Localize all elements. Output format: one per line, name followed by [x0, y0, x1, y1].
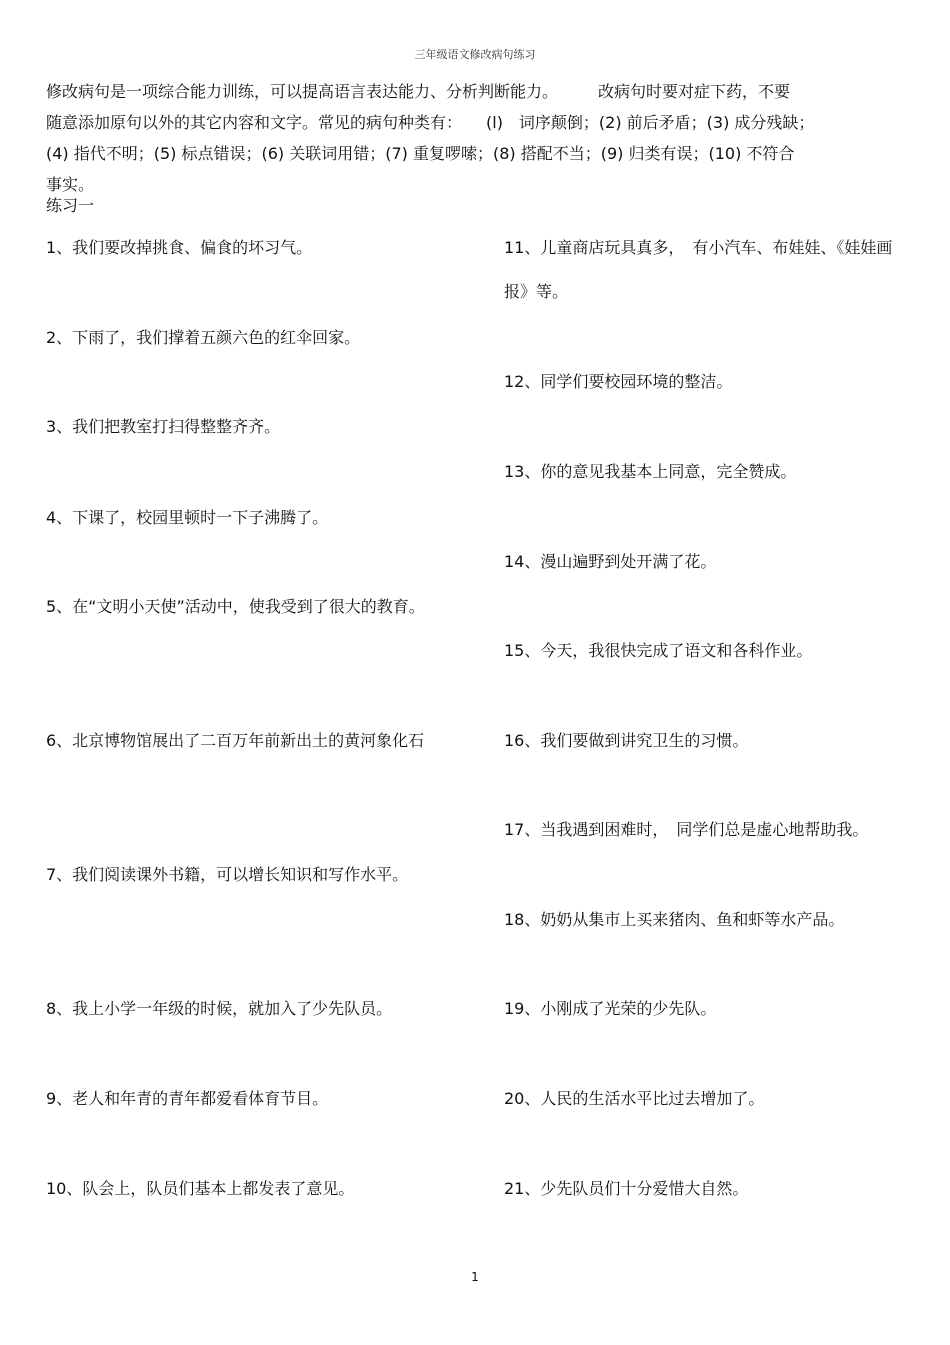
- section-title: 练习一: [46, 196, 95, 215]
- intro-line: 修改病句是一项综合能力训练，可以提高语言表达能力、分析判断能力。 改病句时要对症下药，不要: [46, 82, 791, 101]
- intro-line: (4) 指代不明；(5) 标点错误；(6) 关联词用错；(7) 重复啰嗦；(8) 搭配不当；(9) 归类有误；(10) 不符合: [46, 144, 795, 163]
- intro-paragraph: [46, 76, 906, 200]
- intro-line: 事实。: [46, 175, 95, 194]
- question-item: 5、在“文明小天使”活动中，使我受到了很大的教育。: [46, 597, 425, 616]
- question-item: 2、下雨了，我们撑着五颜六色的红伞回家。: [46, 328, 361, 347]
- question-item: 11、儿童商店玩具真多， 有小汽车、布娃娃、《娃娃画报》等。: [504, 238, 893, 301]
- question-item: 1、我们要改掉挑食、偏食的坏习气。: [46, 238, 313, 257]
- question-item: 16、我们要做到讲究卫生的习惯。: [504, 731, 749, 750]
- page-number: 1: [471, 1270, 479, 1284]
- question-item: 13、你的意见我基本上同意，完全赞成。: [504, 462, 797, 481]
- question-item: 12、同学们要校园环境的整洁。: [504, 372, 733, 391]
- question-item: 15、今天，我很快完成了语文和各科作业。: [504, 641, 813, 660]
- page-header: 三年级语文修改病句练习: [414, 48, 536, 61]
- question-item: 19、小刚成了光荣的少先队。: [504, 999, 717, 1018]
- question-item: 4、下课了，校园里顿时一下子沸腾了。: [46, 508, 329, 527]
- question-item: 17、当我遇到困难时， 同学们总是虚心地帮助我。: [504, 820, 869, 839]
- intro-line: 随意添加原句以外的其它内容和文字。常见的病句种类有： (l) 词序颠倒；(2) 前后矛盾；(3) 成分残缺；: [46, 113, 815, 132]
- question-item: 8、我上小学一年级的时候，就加入了少先队员。: [46, 999, 393, 1018]
- question-item: 9、老人和年青的青年都爱看体育节目。: [46, 1089, 329, 1108]
- question-item: 7、我们阅读课外书籍，可以增长知识和写作水平。: [46, 865, 409, 884]
- question-item: 18、奶奶从集市上买来猪肉、鱼和虾等水产品。: [504, 910, 845, 929]
- question-item: 10、队会上，队员们基本上都发表了意见。: [46, 1179, 355, 1198]
- question-item: 3、我们把教室打扫得整整齐齐。: [46, 417, 281, 436]
- question-item: 14、漫山遍野到处开满了花。: [504, 552, 717, 571]
- question-item: 21、少先队员们十分爱惜大自然。: [504, 1179, 749, 1198]
- question-item: 20、人民的生活水平比过去增加了。: [504, 1089, 765, 1108]
- question-item: 6、北京博物馆展出了二百万年前新出土的黄河象化石: [46, 731, 425, 750]
